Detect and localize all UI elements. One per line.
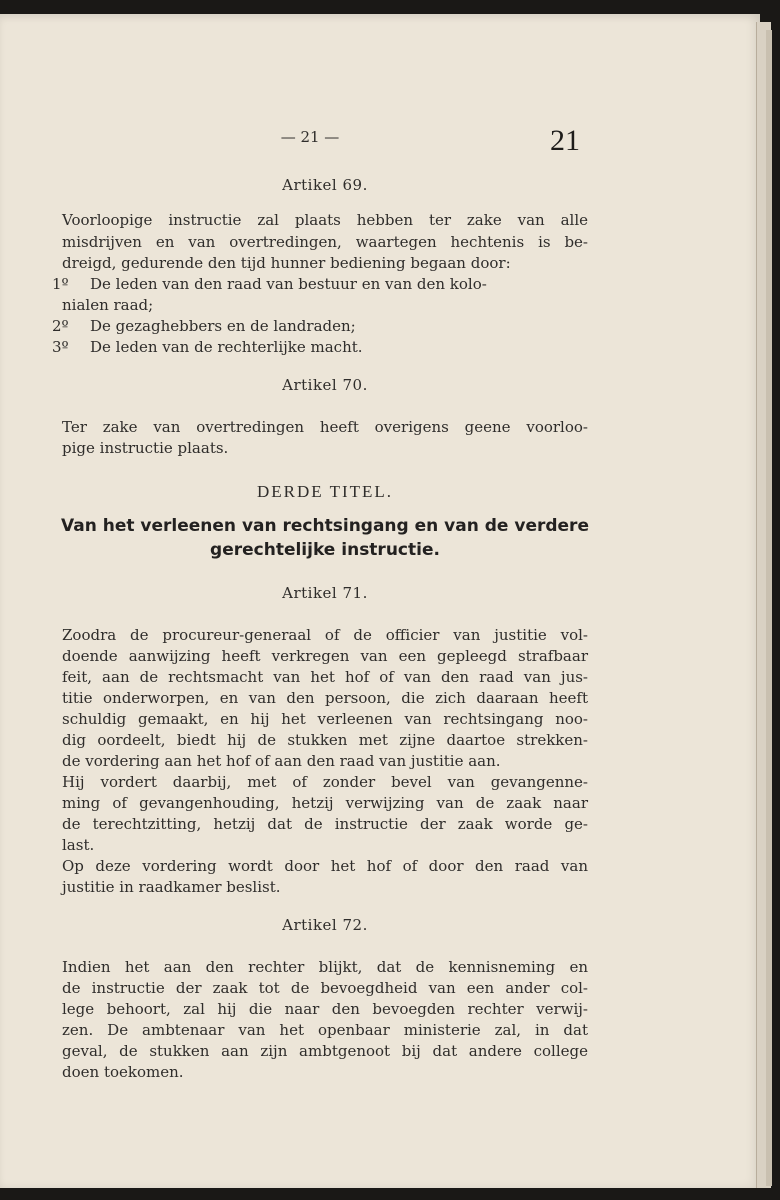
item-text: De leden van de rechterlijke macht. xyxy=(90,338,363,356)
article-71-line: Op deze vordering wordt door het hof of door den raad van xyxy=(62,857,588,875)
page-label: — 21 — xyxy=(280,128,340,146)
article-71-line: justitie in raadkamer beslist. xyxy=(62,878,281,896)
article-72-line: doen toekomen. xyxy=(62,1063,184,1081)
article-71-line: feit, aan de rechtsmacht van het hof of van den raad van jus- xyxy=(62,668,588,686)
section-heading-line1: Van het verleenen van rechtsingang en van de verdere xyxy=(61,516,589,536)
section-title: DERDE TITEL. xyxy=(256,482,394,501)
article-70-title: Artikel 70. xyxy=(282,376,368,394)
article-69-item-2 xyxy=(52,317,588,336)
article-71-line: ming of gevangenhouding, hetzij verwijzing van de zaak naar xyxy=(62,794,588,812)
item-text: De leden van den raad van bestuur en van den kolo- xyxy=(90,275,487,293)
item-number: 1º xyxy=(52,275,69,293)
item-text: nialen raad; xyxy=(62,296,154,314)
article-72-line: lege behoort, zal hij die naar den bevoegden rechter verwij- xyxy=(62,1000,588,1018)
page-number: 21 xyxy=(550,124,580,157)
article-71-line: Hij vordert daarbij, met of zonder bevel van gevangenne- xyxy=(62,773,588,791)
article-71-line: Zoodra de procureur-generaal of de officier van justitie vol- xyxy=(62,626,588,644)
article-71-line: schuldig gemaakt, en hij het verleenen van rechtsingang noo- xyxy=(62,710,588,728)
page-edge-shadow xyxy=(766,30,772,1186)
article-69-title: Artikel 69. xyxy=(282,176,368,194)
article-71-line: titie onderworpen, en van den persoon, die zich daaraan heeft xyxy=(62,689,588,707)
item-number: 3º xyxy=(52,338,69,356)
article-70-line: pige instructie plaats. xyxy=(62,439,229,457)
article-72-line: de instructie der zaak tot de bevoegdheid van een ander col- xyxy=(62,979,588,997)
article-69-line: Voorloopige instructie zal plaats hebben ter zake van alle xyxy=(62,211,588,229)
article-71-title: Artikel 71. xyxy=(282,584,368,602)
article-71-line: de terechtzitting, hetzij dat de instructie der zaak worde ge- xyxy=(62,815,588,833)
article-72-line: geval, de stukken aan zijn ambtgenoot bij dat andere college xyxy=(62,1042,588,1060)
article-69-item-1-cont xyxy=(62,296,588,315)
article-71-line: last. xyxy=(62,836,95,854)
article-72-line: Indien het aan den rechter blijkt, dat de kennisneming en xyxy=(62,958,588,976)
article-71-line: doende aanwijzing heeft verkregen van een gepleegd strafbaar xyxy=(62,647,588,665)
article-71-line: dig oordeelt, biedt hij de stukken met zijne daartoe strekken- xyxy=(62,731,588,749)
article-71-line: de vordering aan het hof of aan den raad van justitie aan. xyxy=(62,752,501,770)
section-heading-line2: gerechtelijke instructie. xyxy=(210,540,440,560)
article-69-item-3 xyxy=(52,338,588,357)
article-72-line: zen. De ambtenaar van het openbaar ministerie zal, in dat xyxy=(62,1021,588,1039)
item-text: De gezaghebbers en de landraden; xyxy=(90,317,356,335)
article-69-line: misdrijven en van overtredingen, waartegen hechtenis is be- xyxy=(62,233,588,251)
article-69-item-1 xyxy=(52,275,588,294)
article-69-line: dreigd, gedurende den tijd hunner bediening begaan door: xyxy=(62,254,511,272)
article-72-title: Artikel 72. xyxy=(282,916,368,934)
article-70-line: Ter zake van overtredingen heeft overigens geene voorloo- xyxy=(62,418,588,436)
item-number: 2º xyxy=(52,317,69,335)
